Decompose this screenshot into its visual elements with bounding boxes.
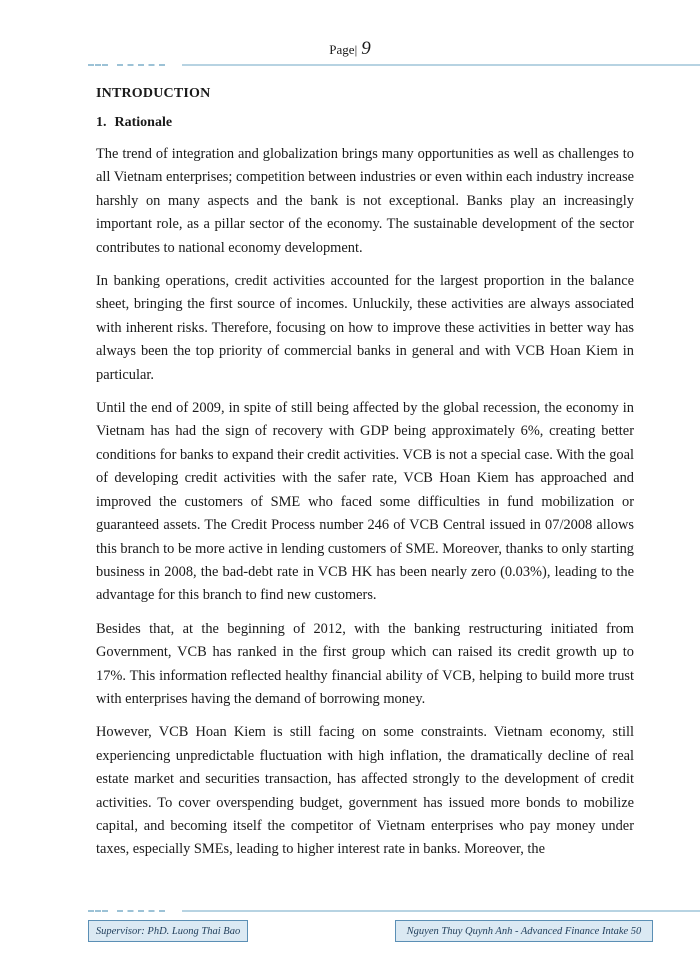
page-number: 9 — [361, 38, 371, 59]
footer-author: Nguyen Thuy Quynh Anh - Advanced Finance Intake 50 — [395, 920, 653, 942]
paragraph: However, VCB Hoan Kiem is still facing on some constraints. Vietnam economy, still experiencing unpredictable fluctuation with high inflation, the dramatically decline of real estate market and securities transaction, has affected strongly to the development of credit activities. To cover overspending budget, government has issued more bonds to mobilize capital, and becoming itself the competitor of Vietnam enterprises who pay money under taxes, especially SMEs, leading to higher interest rate in banks. Moreover, the — [96, 724, 634, 858]
header-divider-short — [88, 64, 108, 66]
page-title: INTRODUCTION — [96, 86, 211, 101]
page-body — [96, 86, 634, 872]
section-number: 1. — [96, 115, 107, 130]
section-heading — [96, 115, 634, 131]
footer-supervisor: Supervisor: PhD. Luong Thai Bao — [88, 920, 248, 942]
header-divider-long — [182, 64, 700, 66]
section-title: Rationale — [114, 115, 173, 130]
paragraph: The trend of integration and globalization brings many opportunities as well as challenges to all Vietnam enterprises; competition between industries or even within each industry increase harshly on many aspects and the bank is not exceptional. Banks play an increasingly important role, as a pillar sector of the economy. The sustainable development of the sector contributes to national economy development. — [96, 146, 634, 256]
paragraph: Besides that, at the beginning of 2012, with the banking restructuring initiated from Government, VCB has ranked in the first group which can raised its credit growth up to 17%. This information reflected healthy financial ability of VCB, helping to build more trust with enterprises having the demand of borrowing money. — [96, 620, 634, 707]
footer-divider-mid — [117, 910, 165, 912]
page-header — [0, 38, 700, 60]
header-divider-mid — [117, 64, 165, 66]
paragraph: In banking operations, credit activities accounted for the largest proportion in the balance sheet, bringing the first source of incomes. Unluckily, these activities are always associated with inherent risks. Therefore, focusing on how to improve these activities in better way has always been the top priority of commercial banks in general and with VCB Hoan Kiem in particular. — [96, 273, 634, 383]
footer-divider-short — [88, 910, 108, 912]
page-separator: | — [354, 42, 358, 57]
paragraph: Until the end of 2009, in spite of still being affected by the global recession, the economy in Vietnam has had the sign of recovery with GDP being approximately 6%, creating better conditions for banks to expand their credit activities. VCB is not a special case. With the goal of developing credit activities with the safer rate, VCB Hoan Kiem has approached and improved the customers of SME who faced some difficulties in fund mobilization or guaranteed assets. The Credit Process number 246 of VCB Central issued in 07/2008 allows this branch to be more active in lending customers of SME. Moreover, thanks to only starting business in 2008, the bad-debt rate in VCB HK has been nearly zero (0.03%), leading to the advantage for this branch to find new customers. — [96, 400, 634, 604]
page-label: Page — [329, 42, 355, 57]
footer-divider-long — [182, 910, 700, 912]
